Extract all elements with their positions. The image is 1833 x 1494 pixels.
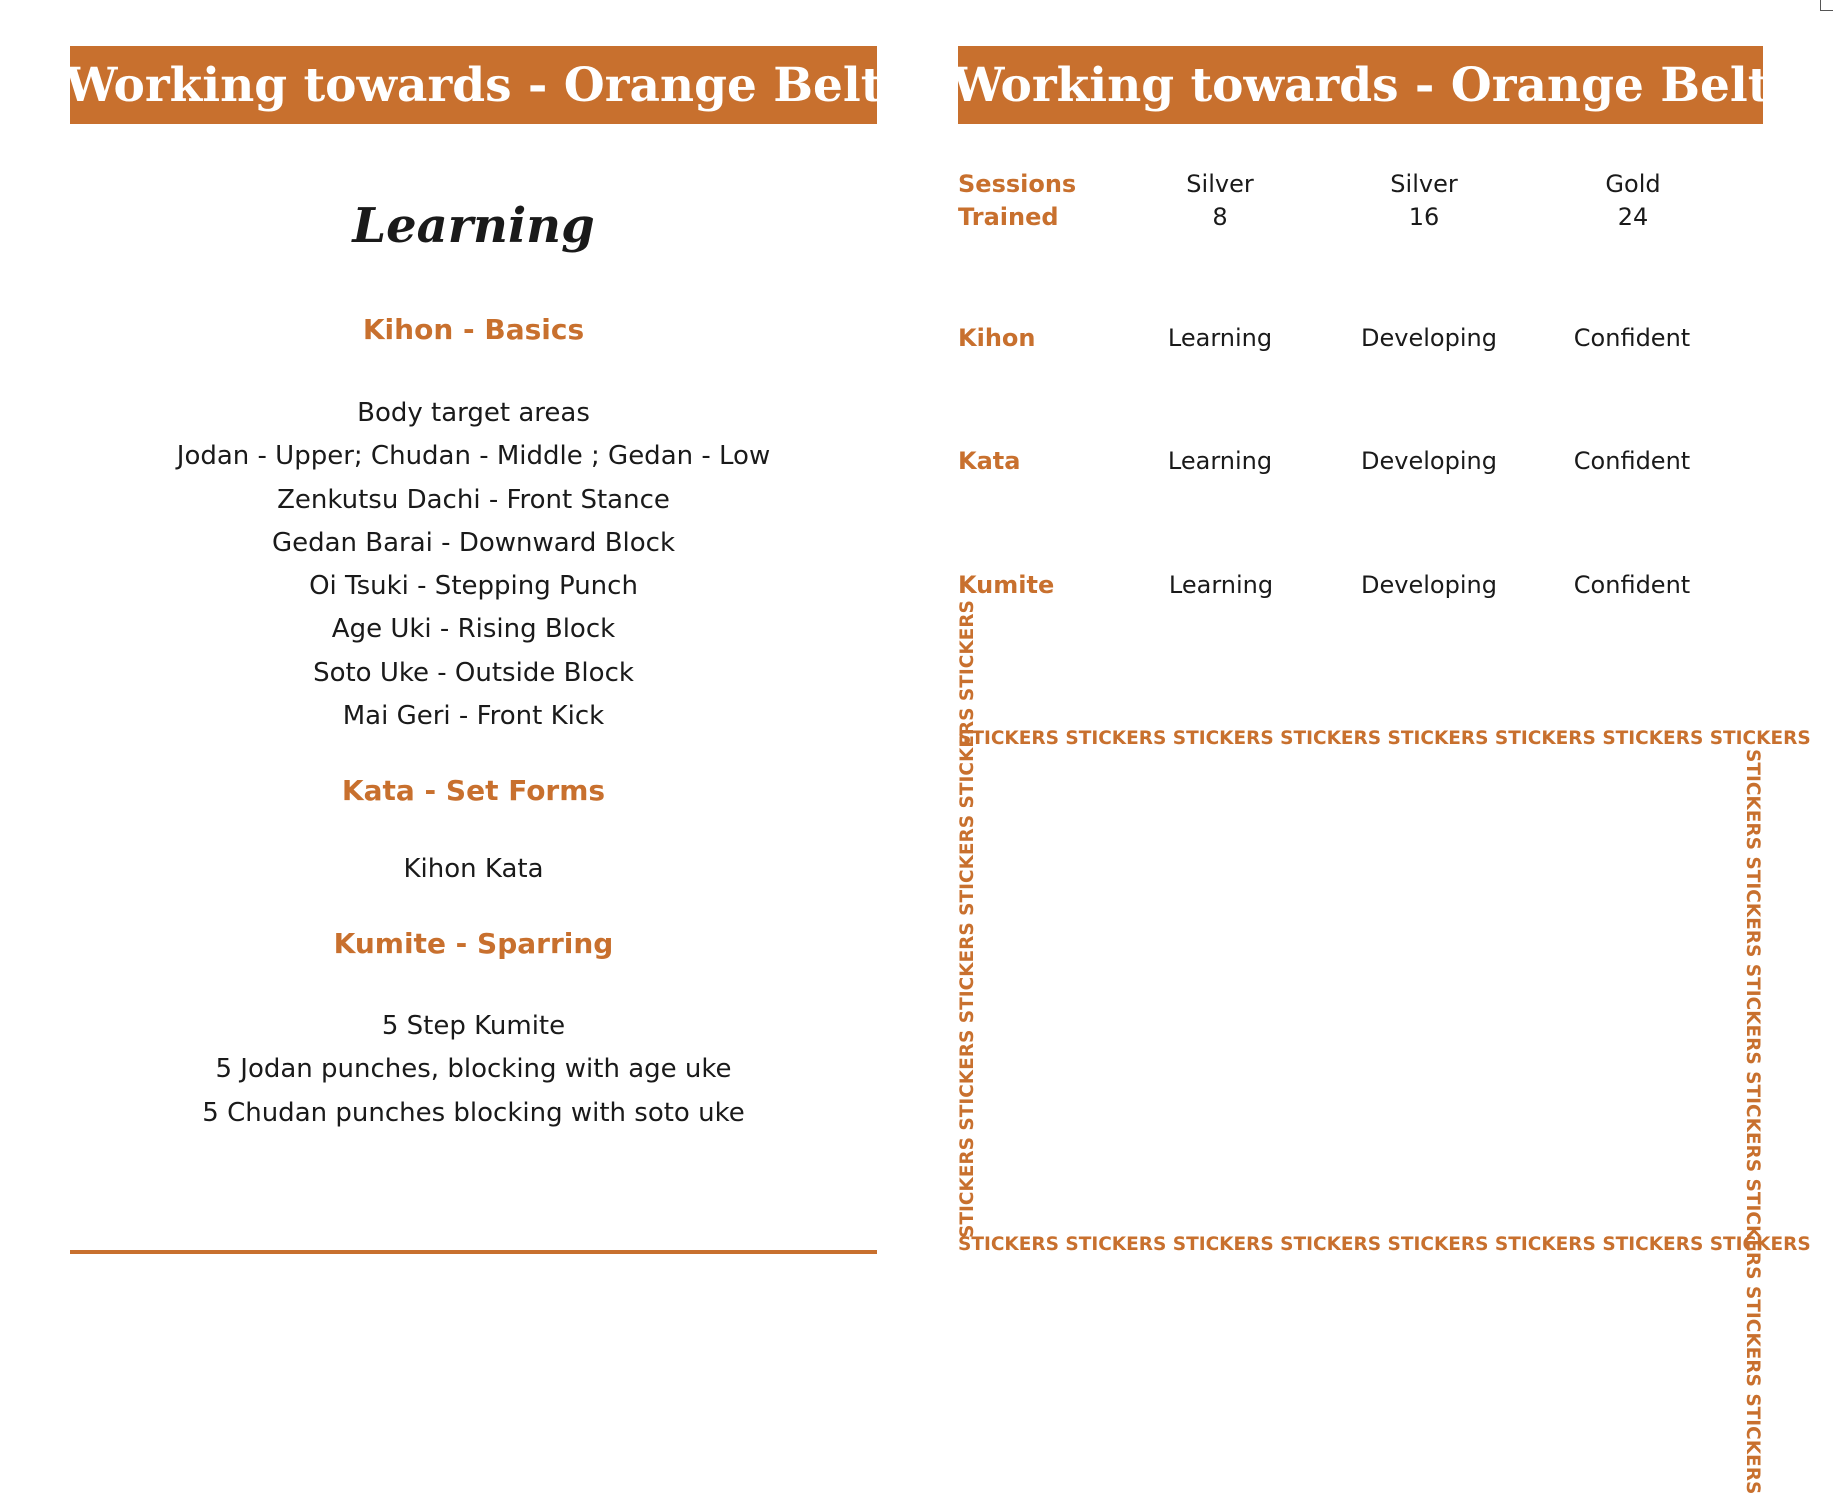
kihon-item-list [70,392,877,738]
stickers-border-top: STICKERS STICKERS STICKERS STICKERS STICKERS STICKERS STICKERS STICKERS [958,728,1811,749]
session-count: 24 [1617,203,1649,231]
session-column-3 [1513,168,1753,234]
sessions-label-line2: Trained [958,203,1059,231]
kata-level-confident: Confident [1573,447,1691,475]
kihon-item: Soto Uke - Outside Block [313,657,634,688]
right-page-banner: Working towards - Orange Belt [958,46,1763,124]
learning-heading: Learning [352,198,595,254]
session-award: Gold [1605,170,1661,198]
kumite-item: 5 Step Kumite [381,1011,566,1041]
session-award: Silver [1390,170,1458,198]
kihon-level-developing: Developing [1361,324,1497,352]
kata-level-learning: Learning [1167,447,1273,475]
page-corner-mark [1820,0,1833,11]
kihon-item: Jodan - Upper; Chudan - Middle ; Gedan - Low [176,441,771,472]
kihon-item: Mai Geri - Front Kick [342,701,605,732]
kata-item-list [70,848,877,891]
kihon-level-confident: Confident [1573,324,1691,352]
session-count: 8 [1212,203,1228,231]
sessions-trained-label [958,168,1076,234]
kihon-item: Body target areas [357,398,590,428]
stickers-border-left: STICKERS STICKERS STICKERS STICKERS STICKERS STICKERS [957,600,978,1238]
kihon-section-title: Kihon - Basics [362,313,585,346]
kumite-item: 5 Chudan punches blocking with soto uke [202,1097,745,1128]
sessions-label-line1: Sessions [958,170,1077,198]
bottom-divider [70,1250,877,1254]
kumite-level-developing: Developing [1361,571,1497,599]
kihon-item: Zenkutsu Dachi - Front Stance [277,484,670,515]
left-page-banner: Working towards - Orange Belt [70,46,877,124]
stickers-border-right: STICKERS STICKERS STICKERS STICKERS STICKERS STICKERS STICKERS [1742,749,1763,1494]
kumite-level-confident: Confident [1573,571,1691,599]
session-column-2 [1304,168,1544,234]
kumite-section-title: Kumite - Sparring [333,927,614,960]
row-label-kihon: Kihon [958,324,1036,352]
kata-section-title: Kata - Set Forms [341,774,606,807]
kihon-level-learning: Learning [1167,324,1273,352]
kata-level-developing: Developing [1361,447,1497,475]
kata-item: Kihon Kata [403,854,544,884]
session-award: Silver [1186,170,1254,198]
row-label-kata: Kata [958,447,1021,475]
stickers-border-bottom: STICKERS STICKERS STICKERS STICKERS STICKERS STICKERS STICKERS STICKERS [958,1234,1811,1255]
kihon-item: Oi Tsuki - Stepping Punch [309,571,638,602]
kumite-item: 5 Jodan punches, blocking with age uke [215,1054,732,1085]
session-count: 16 [1408,203,1440,231]
kumite-level-learning: Learning [1168,571,1274,599]
kihon-item: Gedan Barai - Downward Block [271,527,676,558]
kihon-item: Age Uki - Rising Block [331,614,616,645]
row-label-kumite: Kumite [958,571,1055,599]
kumite-item-list [70,1005,877,1135]
